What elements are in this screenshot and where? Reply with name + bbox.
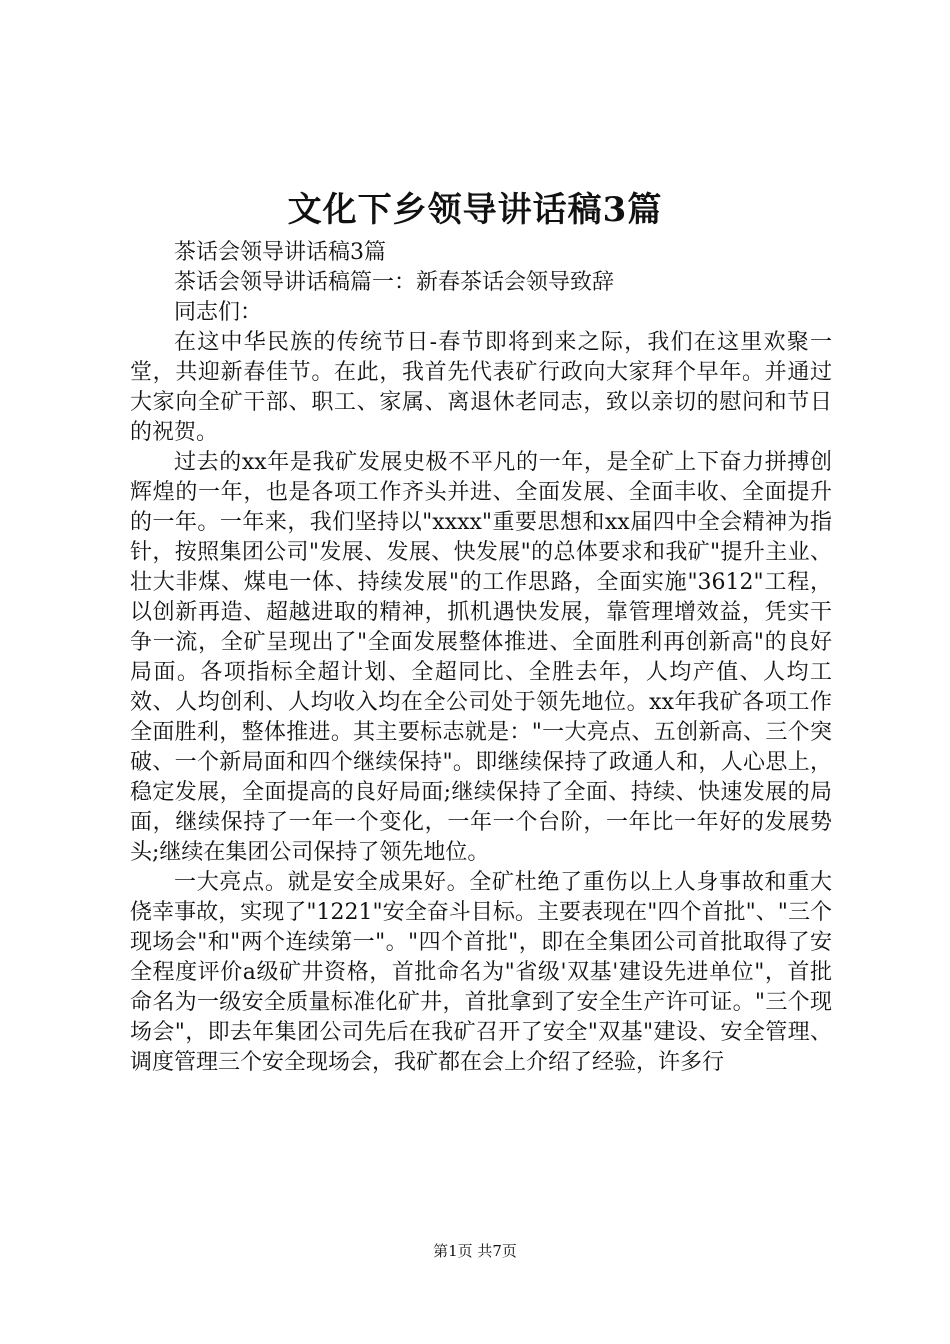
document-title: 文化下乡领导讲话稿3篇 bbox=[287, 190, 663, 230]
paragraph-review: 过去的xx年是我矿发展史极不平凡的一年，是全矿上下奋力拼搏创辉煌的一年，也是各项工作齐头并进、全面发展、全面丰收、全面提升的一年。一年来，我们坚持以"xxxx"重要思想和xx届四中全会精神为指针，按照集团公司"发展、发展、快发展"的总体要求和我矿"提升主业、壮大非煤、煤电一体、持续发展"的工作思路，全面实施"3612"工程，以创新再造、超越进取的精神，抓机遇快发展，靠管理增效益，凭实干争一流，全矿呈现出了"全面发展整体推进、全面胜利再创新高"的良好局面。各项指标全超计划、全超同比、全胜去年，人均产值、人均工效、人均创利、人均收入均在全公司处于领先地位。xx年我矿各项工作全面胜利，整体推进。其主要标志就是："一大亮点、五创新高、三个突破、一个新局面和四个继续保持"。即继续保持了政通人和，人心思上，稳定发展，全面提高的良好局面;继续保持了全面、持续、快速发展的局面，继续保持了一年一个变化，一年一个台阶，一年比一年好的发展势头;继续在集团公司保持了领先地位。 bbox=[130, 450, 832, 865]
page-footer: 第1页 共7页 bbox=[433, 1242, 517, 1260]
paragraph-section-heading: 茶话会领导讲话稿篇一：新春茶话会领导致辞 bbox=[174, 270, 615, 295]
paragraph-subtitle: 茶话会领导讲话稿3篇 bbox=[174, 240, 386, 265]
paragraph-greeting: 在这中华民族的传统节日-春节即将到来之际，我们在这里欢聚一堂，共迎新春佳节。在此，我首先代表矿行政向大家拜个早年。并通过大家向全矿干部、职工、家属、离退休老同志，致以亲切的慰问和节日的祝贺。 bbox=[130, 330, 832, 445]
paragraph-highlight: 一大亮点。就是安全成果好。全矿杜绝了重伤以上人身事故和重大侥幸事故，实现了"1221"安全奋斗目标。主要表现在"四个首批"、"三个现场会"和"两个连续第一"。"四个首批"，即在全集团公司首批取得了安全程度评价a级矿井资格，首批命名为"省级'双基'建设先进单位"，首批命名为一级安全质量标准化矿井，首批拿到了安全生产许可证。"三个现场会"，即去年集团公司先后在我矿召开了安全"双基"建设、安全管理、调度管理三个安全现场会，我矿都在会上介绍了经验，许多行 bbox=[130, 870, 832, 1075]
paragraph-salutation: 同志们： bbox=[174, 300, 263, 325]
document-body bbox=[130, 238, 832, 1078]
